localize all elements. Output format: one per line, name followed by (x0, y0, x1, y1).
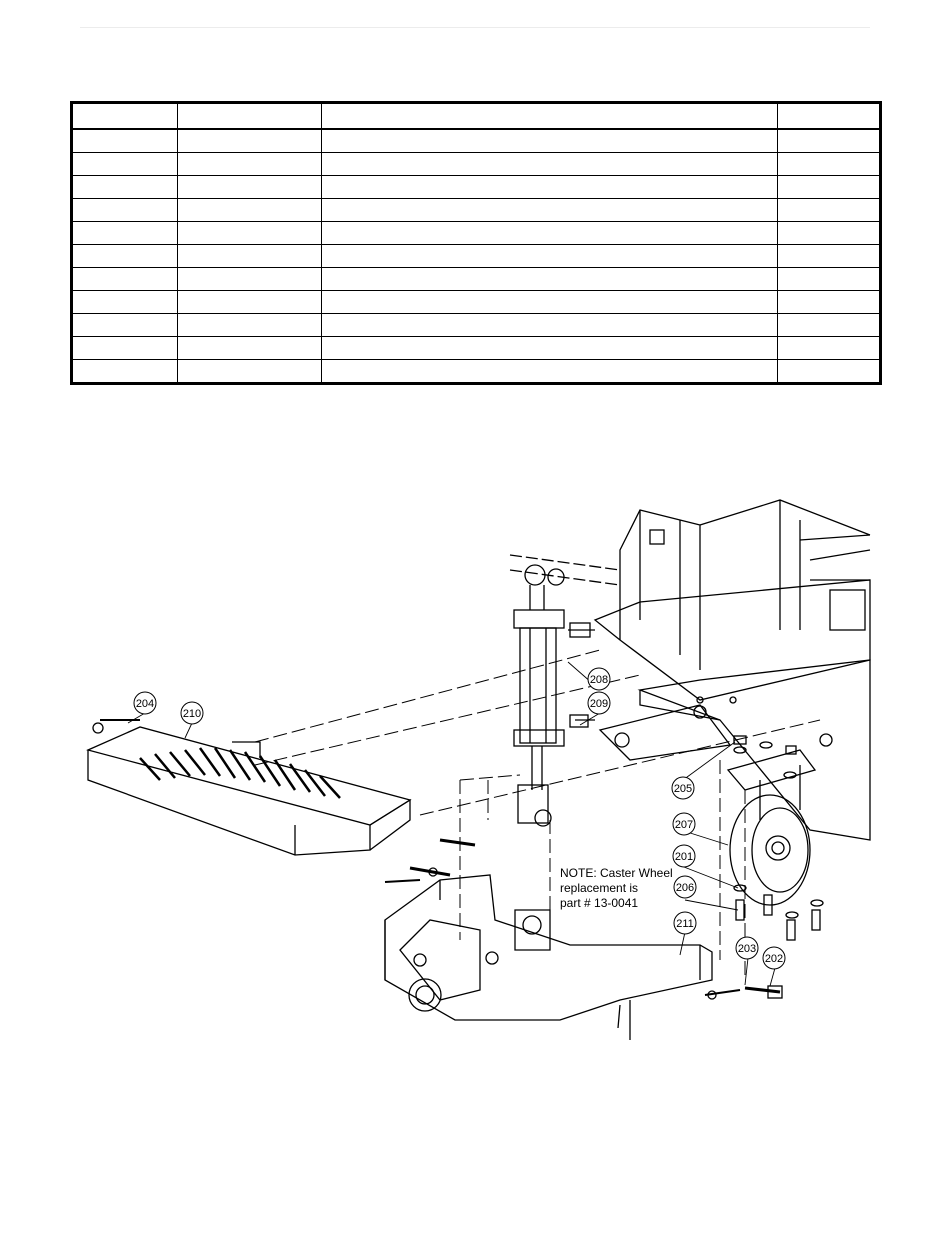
callout-label: 204 (135, 698, 155, 710)
table-row (72, 176, 881, 199)
column-header (322, 103, 778, 130)
table-cell (322, 176, 778, 199)
lower-hitch-frame (385, 875, 712, 1040)
table-row (72, 153, 881, 176)
callout-204 (134, 692, 156, 714)
callout-208 (588, 668, 610, 690)
table-cell (778, 337, 881, 360)
table-cell (72, 176, 178, 199)
table-cell (322, 129, 778, 153)
table-cell (178, 153, 322, 176)
table-cell (778, 153, 881, 176)
table-cell (322, 268, 778, 291)
table-row (72, 268, 881, 291)
table-cell (778, 129, 881, 153)
callout-210 (181, 702, 203, 724)
callout-label: 209 (589, 698, 609, 710)
table-cell (72, 199, 178, 222)
table-row (72, 199, 881, 222)
table-cell (322, 314, 778, 337)
callout-label: 211 (676, 918, 694, 930)
table-cell (322, 245, 778, 268)
table-cell (72, 291, 178, 314)
table-cell (322, 291, 778, 314)
table-cell (778, 291, 881, 314)
table-cell (178, 245, 322, 268)
table-cell (178, 129, 322, 153)
table-cell (72, 268, 178, 291)
table-row (72, 222, 881, 245)
callout-207 (673, 813, 695, 835)
table-row (72, 314, 881, 337)
table-row (72, 360, 881, 384)
callout-201 (673, 845, 695, 867)
table-cell (778, 245, 881, 268)
callout-label: 210 (182, 708, 202, 720)
pins (385, 840, 475, 882)
callout-202 (763, 947, 785, 969)
table-row (72, 291, 881, 314)
table-row (72, 129, 881, 153)
table-cell (778, 314, 881, 337)
table-cell (72, 360, 178, 384)
table-cell (72, 129, 178, 153)
step-assembly (88, 720, 410, 855)
table-cell (778, 222, 881, 245)
callout-label: 205 (673, 783, 693, 795)
table-cell (778, 268, 881, 291)
callout-211 (674, 912, 696, 934)
column-header (72, 103, 178, 130)
callout-209 (588, 692, 610, 714)
exploded-assembly-diagram (0, 480, 950, 1040)
table-cell (322, 153, 778, 176)
callout-label: 201 (674, 851, 694, 863)
note-line-3: part # 13-0041 (560, 896, 639, 910)
table-cell (72, 153, 178, 176)
table-cell (178, 268, 322, 291)
table-cell (778, 360, 881, 384)
table-cell (72, 314, 178, 337)
callout-205 (672, 777, 694, 799)
column-header (778, 103, 881, 130)
parts-table (70, 101, 882, 385)
table-row (72, 245, 881, 268)
table-cell (178, 176, 322, 199)
table-cell (322, 222, 778, 245)
table-cell (178, 337, 322, 360)
table-body (72, 129, 881, 384)
column-header (178, 103, 322, 130)
dashed-guide-lines (255, 650, 820, 980)
callout-label: 207 (674, 819, 694, 831)
note-line-1: NOTE: Caster Wheel (560, 866, 673, 880)
table-row (72, 337, 881, 360)
table-cell (178, 222, 322, 245)
callout-label: 203 (737, 943, 757, 955)
table-cell (178, 314, 322, 337)
table-cell (72, 337, 178, 360)
table-cell (322, 337, 778, 360)
table-cell (178, 199, 322, 222)
table-cell (322, 199, 778, 222)
note-line-2: replacement is (560, 881, 639, 895)
callout-label: 206 (675, 882, 695, 894)
table-cell (778, 199, 881, 222)
table-cell (178, 291, 322, 314)
table-cell (778, 176, 881, 199)
callout-206 (674, 876, 696, 898)
callout-203 (736, 937, 758, 959)
table-header-row (72, 103, 881, 130)
table-cell (72, 245, 178, 268)
table-cell (72, 222, 178, 245)
callout-label: 208 (589, 674, 609, 686)
table-cell (322, 360, 778, 384)
callout-label: 202 (764, 953, 784, 965)
table-cell (178, 360, 322, 384)
header-rule (80, 27, 870, 28)
